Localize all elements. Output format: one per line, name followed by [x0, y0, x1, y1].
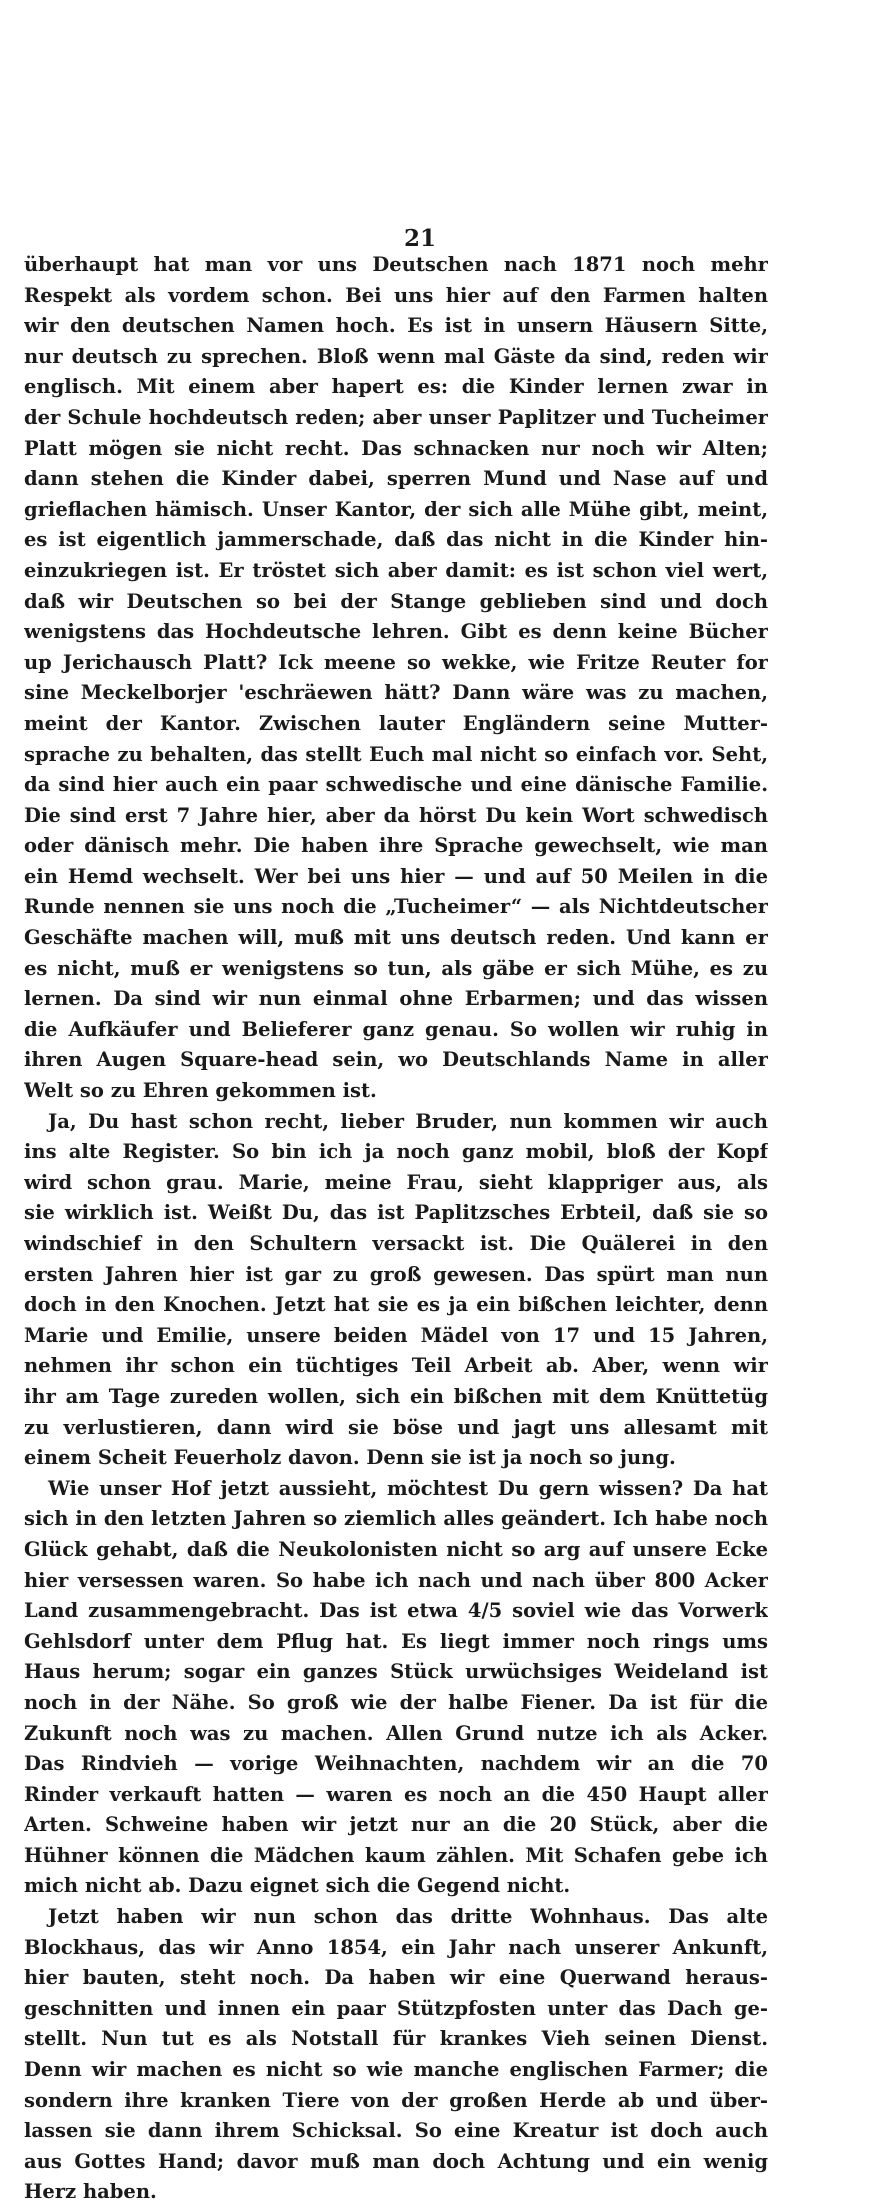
text-line: die Aufkäufer und Belieferer ganz genau. So wollen wir ruhig in [24, 1017, 768, 1041]
text-line: wir den deutschen Namen hoch. Es ist in unsern Häusern Sitte, [24, 314, 768, 338]
paragraph [24, 1474, 768, 1902]
text-line: Glück gehabt, daß die Neukolonisten nicht so arg auf unsere Ecke [24, 1537, 768, 1561]
text-line: sie wirklich ist. Weißt Du, das ist Paplitzsches Erbteil, daß sie so [24, 1201, 768, 1225]
text-line: oder dänisch mehr. Die haben ihre Sprache gewechselt, wie man [24, 834, 768, 858]
text-line: Rinder verkauft hatten — waren es noch an die 450 Haupt aller [24, 1782, 768, 1806]
text-line: einem Scheit Feuerholz davon. Denn sie ist ja noch so jung. [24, 1446, 676, 1470]
text-line: sprache zu behalten, das stellt Euch mal nicht so einfach vor. Seht, [24, 742, 768, 766]
text-line: noch in der Nähe. So groß wie der halbe Fiener. Da ist für die [24, 1690, 768, 1714]
text-line: ihr am Tage zureden wollen, sich ein bißchen mit dem Knüttetüg [24, 1384, 768, 1408]
text-line: überhaupt hat man vor uns Deutschen nach 1871 noch mehr [24, 253, 768, 276]
text-line: Respekt als vordem schon. Bei uns hier auf den Farmen halten [24, 283, 768, 307]
text-line: sondern ihre kranken Tiere von der großen Herde ab und über- [24, 2088, 768, 2112]
text-line: geschnitten und innen ein paar Stützpfosten unter das Dach ge- [24, 1996, 768, 2020]
text-line: stellt. Nun tut es als Notstall für krankes Vieh seinen Dienst. [24, 2027, 768, 2051]
body-text [24, 250, 768, 2208]
text-line: Jetzt haben wir nun schon das dritte Wohnhaus. Das alte [48, 1905, 768, 1929]
text-line: daß wir Deutschen so bei der Stange geblieben sind und doch [24, 589, 768, 613]
text-line: Zukunft noch was zu machen. Allen Grund nutze ich als Acker. [24, 1721, 768, 1745]
text-line: wird schon grau. Marie, meine Frau, sieht klappriger aus, als [24, 1170, 768, 1194]
text-line: einzukriegen ist. Er tröstet sich aber damit: es ist schon viel wert, [24, 558, 768, 582]
text-line: Marie und Emilie, unsere beiden Mädel von 17 und 15 Jahren, [24, 1323, 768, 1347]
text-line: wenigstens das Hochdeutsche lehren. Gibt es denn keine Bücher [24, 620, 768, 644]
text-line: Hühner können die Mädchen kaum zählen. Mit Schafen gebe ich [24, 1843, 768, 1867]
text-line: nur deutsch zu sprechen. Bloß wenn mal Gäste da sind, reden wir [24, 344, 768, 368]
page-number: 21 [403, 225, 436, 252]
text-line: sine Meckelborjer 'eschräewen hätt? Dann wäre was zu machen, [24, 681, 768, 705]
text-line: lernen. Da sind wir nun einmal ohne Erbarmen; und das wissen [24, 987, 768, 1011]
text-line: Haus herum; sogar ein ganzes Stück urwüchsiges Weideland ist [24, 1660, 768, 1684]
text-line: Blockhaus, das wir Anno 1854, ein Jahr nach unserer Ankunft, [24, 1935, 768, 1959]
text-line: aus Gottes Hand; davor muß man doch Achtung und ein wenig [24, 2149, 768, 2173]
text-line: ihren Augen Square-head sein, wo Deutschlands Name in aller [24, 1048, 768, 1072]
text-line: Platt mögen sie nicht recht. Das schnacken nur noch wir Alten; [24, 436, 768, 460]
text-line: Ja, Du hast schon recht, lieber Bruder, nun kommen wir auch [48, 1109, 768, 1133]
text-line: Die sind erst 7 Jahre hier, aber da hörst Du kein Wort schwedisch [24, 803, 768, 827]
text-line: Das Rindvieh — vorige Weihnachten, nachdem wir an die 70 [24, 1752, 768, 1776]
text-line: Geschäfte machen will, muß mit uns deutsch reden. Und kann er [24, 926, 768, 950]
text-line: lassen sie dann ihrem Schicksal. So eine Kreatur ist doch auch [24, 2119, 768, 2143]
text-line: es ist eigentlich jammerschade, daß das nicht in die Kinder hin- [24, 528, 768, 552]
text-line: sich in den letzten Jahren so ziemlich alles geändert. Ich habe noch [24, 1507, 768, 1531]
paragraph [24, 1107, 768, 1474]
text-line: englisch. Mit einem aber hapert es: die Kinder lernen zwar in [24, 375, 768, 399]
text-line: Wie unser Hof jetzt aussieht, möchtest Du gern wissen? Da hat [48, 1476, 768, 1500]
text-line: hier bauten, steht noch. Da haben wir eine Querwand heraus- [24, 1966, 768, 1990]
text-line: Runde nennen sie uns noch die „Tucheimer“ — als Nichtdeutscher [24, 895, 768, 919]
paragraph [24, 1902, 768, 2208]
text-line: ein Hemd wechselt. Wer bei uns hier — und auf 50 Meilen in die [24, 864, 768, 888]
text-line: hier versessen waren. So habe ich nach und nach über 800 Acker [24, 1568, 768, 1592]
text-line: zu verlustieren, dann wird sie böse und jagt uns allesamt mit [24, 1415, 768, 1439]
text-line: meint der Kantor. Zwischen lauter Engländern seine Mutter- [24, 711, 768, 735]
text-line: nehmen ihr schon ein tüchtiges Teil Arbeit ab. Aber, wenn wir [24, 1354, 768, 1378]
text-line: Land zusammengebracht. Das ist etwa 4/5 soviel wie das Vorwerk [24, 1599, 768, 1623]
paragraph [24, 250, 768, 1107]
text-line: windschief in den Schultern versackt ist. Die Quälerei in den [24, 1232, 768, 1255]
text-line: up Jerichausch Platt? Ick meene so wekke, wie Fritze Reuter for [24, 650, 768, 674]
text-line: Herz haben. [24, 2180, 157, 2204]
text-line: mich nicht ab. Dazu eignet sich die Gegend nicht. [24, 1874, 571, 1898]
text-line: der Schule hochdeutsch reden; aber unser Paplitzer und Tucheimer [24, 405, 768, 429]
text-line: ins alte Register. So bin ich ja noch ganz mobil, bloß der Kopf [24, 1140, 768, 1164]
text-line: ersten Jahren hier ist gar zu groß gewesen. Das spürt man nun [24, 1262, 768, 1286]
text-line: dann stehen die Kinder dabei, sperren Mund und Nase auf und [24, 467, 768, 491]
text-line: Welt so zu Ehren gekommen ist. [24, 1079, 377, 1103]
text-line: doch in den Knochen. Jetzt hat sie es ja ein bißchen leichter, denn [24, 1293, 768, 1317]
text-line: es nicht, muß er wenigstens so tun, als gäbe er sich Mühe, es zu [24, 956, 768, 980]
text-line: grieflachen hämisch. Unser Kantor, der sich alle Mühe gibt, meint, [24, 497, 768, 521]
text-line: Denn wir machen es nicht so wie manche englischen Farmer; die [24, 2058, 768, 2082]
text-line: Gehlsdorf unter dem Pflug hat. Es liegt immer noch rings ums [24, 1629, 768, 1653]
text-line: da sind hier auch ein paar schwedische und eine dänische Familie. [24, 773, 768, 797]
text-line: Arten. Schweine haben wir jetzt nur an die 20 Stück, aber die [24, 1813, 768, 1837]
